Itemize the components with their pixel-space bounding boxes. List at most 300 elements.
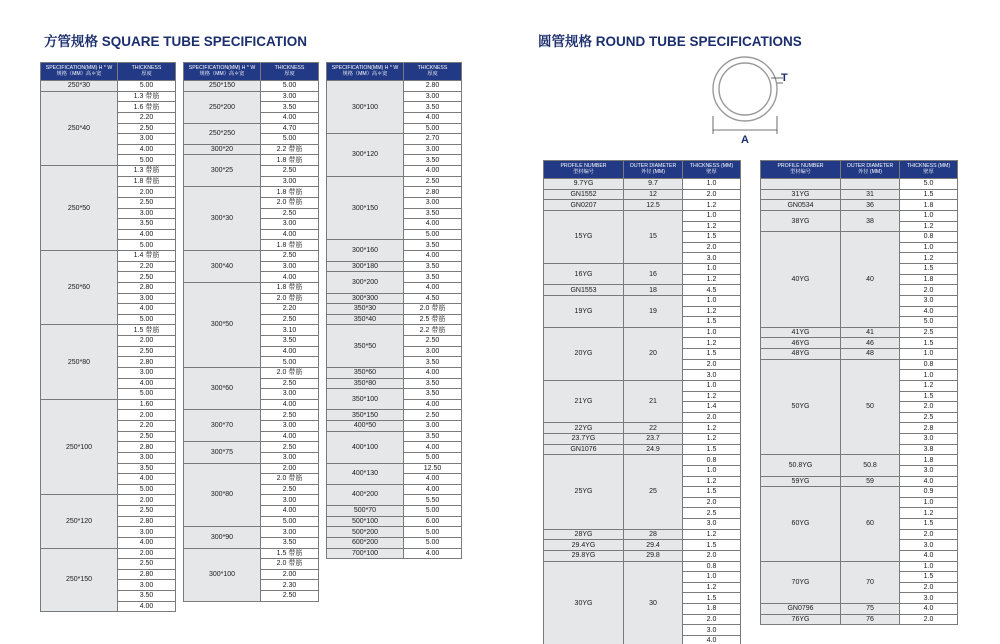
spec-cell: 300*180 [327,261,404,272]
table-row [41,91,176,102]
profile-header [761,161,841,179]
thickness-cell: 0.8 [683,455,741,466]
square-spec-table [326,62,462,559]
thickness-cell: 1.5 [683,444,741,455]
thickness-cell: 3.0 [683,253,741,264]
thickness-cell: 1.2 [683,200,741,211]
table-row [327,314,462,325]
outer-diameter-cell: 41 [841,327,900,338]
thickness-header-en: THICKNESS (MM) [906,162,951,169]
thickness-cell: 2.80 [404,81,462,92]
thickness-cell: 2.00 [118,187,176,198]
thickness-cell: 3.0 [683,519,741,530]
table-row [184,144,319,155]
thickness-cell: 3.00 [261,176,319,187]
spec-cell: 300*50 [184,282,261,367]
table-row [544,550,741,561]
spec-cell: 600*200 [327,537,404,548]
thickness-cell: 2.50 [118,431,176,442]
thickness-cell: 2.0 [900,582,958,593]
thickness-cell: 4.00 [118,144,176,155]
thickness-cell: 3.00 [261,495,319,506]
thickness-cell: 5.00 [404,229,462,240]
thickness-cell: 5.00 [118,314,176,325]
table-row [761,476,958,487]
spec-header-cn: 规格（MM）高＊宽 [56,70,102,77]
profile-cell: 31YG [761,189,841,200]
thickness-cell: 1.5 带筋 [261,548,319,559]
thickness-cell: 4.00 [404,367,462,378]
thickness-cell: 3.00 [118,527,176,538]
thickness-cell: 3.50 [404,378,462,389]
thickness-cell: 5.00 [261,516,319,527]
spec-cell: 300*160 [327,240,404,261]
profile-cell: GN0534 [761,200,841,211]
thickness-cell: 2.50 [261,208,319,219]
thickness-cell: 1.2 [683,529,741,540]
thickness-cell: 4.00 [261,229,319,240]
outer-diameter-cell: 15 [624,210,683,263]
thickness-header-cn: 厚度 [427,70,438,77]
spec-header-en: SPECIFICATION(MM) H * W [188,64,256,71]
thickness-cell: 3.00 [404,197,462,208]
thickness-cell: 1.5 [900,519,958,530]
thickness-cell: 5.00 [404,527,462,538]
spec-cell: 350*150 [327,410,404,421]
thickness-cell: 4.0 [683,635,741,644]
thickness-cell: 1.0 [683,465,741,476]
profile-cell: 29.4YG [544,540,624,551]
spec-cell: 350*80 [327,378,404,389]
profile-header-cn: 型材编号 [790,168,811,175]
thickness-cell: 1.3 带筋 [118,166,176,177]
thickness-cell: 1.2 [683,274,741,285]
spec-cell: 350*30 [327,304,404,315]
table-row [544,423,741,434]
table-row [184,81,319,92]
thickness-cell: 3.00 [118,367,176,378]
thickness-cell: 1.5 [900,189,958,200]
profile-cell: 40YG [761,232,841,328]
thickness-cell: 2.00 [118,336,176,347]
profile-cell: 9.7YG [544,179,624,190]
thickness-cell: 3.00 [261,421,319,432]
thickness-cell: 2.00 [118,548,176,559]
thickness-cell: 1.0 [683,295,741,306]
thickness-cell: 3.00 [261,527,319,538]
thickness-cell: 4.00 [404,442,462,453]
thickness-header-en: THICKNESS (MM) [689,162,734,169]
thickness-cell: 1.2 [683,582,741,593]
thickness-cell: 5.0 [900,317,958,328]
table-row [184,155,319,166]
thickness-cell: 1.2 [900,253,958,264]
round-tube-diagram [705,54,805,149]
thickness-cell: 2.0 [900,529,958,540]
table-row [184,123,319,134]
thickness-cell: 4.00 [404,251,462,262]
table-row [327,410,462,421]
table-row [544,455,741,466]
table-row [761,561,958,572]
outer-diameter-cell: 40 [841,232,900,328]
outer-diameter-cell: 12.5 [624,200,683,211]
thickness-cell: 4.0 [900,550,958,561]
thickness-cell: 2.50 [118,506,176,517]
table-row [327,506,462,517]
thickness-cell: 1.2 [900,221,958,232]
thickness-cell: 1.4 [683,402,741,413]
thickness-cell: 2.00 [118,495,176,506]
thickness-cell: 2.50 [118,272,176,283]
thickness-cell: 1.8 [900,200,958,211]
table-row [41,548,176,559]
thickness-cell: 2.20 [118,112,176,123]
thickness-header [683,161,741,179]
spec-cell: 400*130 [327,463,404,484]
spec-cell: 350*40 [327,314,404,325]
spec-cell: 300*70 [184,410,261,442]
thickness-cell: 0.8 [900,359,958,370]
table-row [327,240,462,251]
spec-cell: 250*100 [41,399,118,495]
outer-diameter-cell: 36 [841,200,900,211]
thickness-cell: 3.8 [900,444,958,455]
table-header-row [327,63,462,81]
thickness-cell: 1.3 带筋 [118,91,176,102]
profile-cell: 16YG [544,264,624,285]
outer-diameter-cell: 18 [624,285,683,296]
thickness-cell: 3.50 [404,208,462,219]
thickness-cell: 2.0 [900,614,958,625]
table-row [327,484,462,495]
thickness-cell: 5.0 [900,179,958,190]
thickness-cell: 2.0 [683,242,741,253]
profile-cell: GN1553 [544,285,624,296]
table-row [761,200,958,211]
table-row [761,487,958,498]
table-row [41,166,176,177]
thickness-cell: 3.50 [404,357,462,368]
thickness-cell: 2.50 [118,559,176,570]
spec-cell: 250*200 [184,91,261,123]
spec-cell: 500*200 [327,527,404,538]
outer-diameter-header-en: OUTER DIAMETER [846,162,894,169]
table-row [761,327,958,338]
table-row [761,189,958,200]
spec-cell: 250*250 [184,123,261,144]
thickness-cell: 3.0 [683,370,741,381]
thickness-cell: 2.50 [261,166,319,177]
table-row [327,463,462,474]
outer-diameter-cell: 12 [624,189,683,200]
thickness-cell: 3.00 [261,452,319,463]
thickness-cell: 1.5 [683,232,741,243]
table-row [327,293,462,304]
thickness-cell: 2.50 [261,442,319,453]
spec-cell: 250*120 [41,495,118,548]
spec-cell: 300*75 [184,442,261,463]
thickness-cell: 1.5 带筋 [118,325,176,336]
thickness-cell: 3.00 [261,261,319,272]
profile-header-en: PROFILE NUMBER [777,162,824,169]
spec-header-en: SPECIFICATION(MM) H * W [331,64,399,71]
thickness-cell: 2.50 [118,197,176,208]
table-row [184,187,319,198]
spec-header-en: SPECIFICATION(MM) H * W [45,64,113,71]
square-spec-table [183,62,319,602]
thickness-cell: 5.00 [404,123,462,134]
table-row [544,327,741,338]
spec-cell: 700*100 [327,548,404,559]
outer-diameter-cell: 29.4 [624,540,683,551]
thickness-cell: 4.00 [261,346,319,357]
profile-header-cn: 型材编号 [573,168,594,175]
thickness-cell: 3.50 [404,431,462,442]
table-row [41,81,176,92]
thickness-cell: 3.10 [261,325,319,336]
thickness-cell: 1.5 [900,391,958,402]
profile-cell: 59YG [761,476,841,487]
table-row [544,210,741,221]
outer-diameter-cell: 38 [841,210,900,231]
table-row [327,134,462,145]
thickness-cell: 1.0 [683,327,741,338]
table-row [544,561,741,572]
thickness-cell: 3.0 [900,540,958,551]
thickness-cell: 1.0 [683,264,741,275]
thickness-cell: 1.2 [683,221,741,232]
profile-cell: 50YG [761,359,841,455]
table-row [327,367,462,378]
spec-cell: 350*60 [327,367,404,378]
thickness-cell: 2.0 [900,285,958,296]
table-row [327,537,462,548]
thickness-cell: 1.8 带筋 [261,240,319,251]
table-row [327,421,462,432]
thickness-cell: 4.0 [900,306,958,317]
thickness-cell: 2.50 [404,410,462,421]
table-row [327,431,462,442]
table-row [41,325,176,336]
thickness-cell: 2.50 [261,251,319,262]
table-row [327,378,462,389]
spec-header [41,63,118,81]
thickness-cell: 4.00 [404,219,462,230]
outer-diameter-cell: 48 [841,349,900,360]
thickness-cell: 3.0 [900,434,958,445]
outer-diameter-cell: 25 [624,455,683,529]
table-row [327,81,462,92]
spec-header-cn: 规格（MM）高＊宽 [342,70,388,77]
thickness-cell: 2.0 [683,497,741,508]
table-row [761,179,958,190]
thickness-cell: 1.0 [683,572,741,583]
thickness-cell: 3.50 [118,463,176,474]
profile-cell: 70YG [761,561,841,604]
thickness-cell: 3.00 [404,421,462,432]
table-row [761,210,958,221]
spec-cell: 250*80 [41,325,118,399]
thickness-cell: 6.00 [404,516,462,527]
thickness-header-en: THICKNESS [274,64,305,71]
thickness-cell: 2.50 [261,314,319,325]
spec-cell: 300*80 [184,463,261,527]
outer-diameter-cell: 29.8 [624,550,683,561]
profile-cell: 19YG [544,295,624,327]
thickness-cell: 3.50 [404,389,462,400]
thickness-cell: 1.5 [683,317,741,328]
thickness-cell: 2.0 带筋 [404,304,462,315]
thickness-cell: 3.00 [404,91,462,102]
outer-diameter-header-cn: 外径 (MM) [641,168,665,175]
table-row [327,516,462,527]
thickness-cell: 4.5 [683,285,741,296]
thickness-cell: 3.50 [404,155,462,166]
thickness-cell: 2.80 [118,516,176,527]
thickness-cell: 2.50 [261,410,319,421]
table-row [544,434,741,445]
round-spec-table [543,160,741,644]
profile-cell: 38YG [761,210,841,231]
table-row [327,304,462,315]
table-row [544,285,741,296]
outer-diameter-cell: 50 [841,359,900,455]
thickness-cell: 2.0 [683,550,741,561]
spec-cell: 250*40 [41,91,118,165]
table-header-row [544,161,741,179]
thickness-cell: 3.50 [404,240,462,251]
profile-cell: 29.8YG [544,550,624,561]
thickness-cell: 3.00 [261,91,319,102]
square-section-title: 方管规格 SQUARE TUBE SPECIFICATION [44,34,308,49]
profile-cell: 50.8YG [761,455,841,476]
thickness-cell: 4.00 [261,272,319,283]
spec-cell: 500*100 [327,516,404,527]
profile-cell: 21YG [544,380,624,423]
outer-diameter-cell: 76 [841,614,900,625]
table-row [184,442,319,453]
spec-header [327,63,404,81]
thickness-cell: 1.0 [900,242,958,253]
table-row [327,272,462,283]
thickness-cell: 2.0 [683,412,741,423]
thickness-cell: 5.00 [118,240,176,251]
outer-diameter-cell: 31 [841,189,900,200]
table-row [327,527,462,538]
thickness-cell: 3.0 [900,593,958,604]
table-header-row [184,63,319,81]
outer-diameter-cell: 16 [624,264,683,285]
thickness-cell: 3.50 [118,591,176,602]
thickness-cell: 2.0 [683,359,741,370]
thickness-cell: 2.30 [261,580,319,591]
thickness-cell: 0.8 [900,232,958,243]
outer-diameter-cell: 24.9 [624,444,683,455]
thickness-cell: 1.8 带筋 [261,155,319,166]
thickness-cell: 1.8 带筋 [261,187,319,198]
thickness-cell: 1.5 [900,338,958,349]
thickness-cell: 5.50 [404,495,462,506]
thickness-cell: 3.00 [261,389,319,400]
table-row [761,359,958,370]
profile-header-en: PROFILE NUMBER [560,162,607,169]
table-row [544,264,741,275]
thickness-cell: 2.50 [261,484,319,495]
thickness-cell: 4.70 [261,123,319,134]
thickness-cell: 1.0 [683,380,741,391]
thickness-cell: 2.2 带筋 [261,144,319,155]
thickness-cell: 2.0 [900,402,958,413]
thickness-cell: 4.00 [404,399,462,410]
spec-cell: 300*100 [327,81,404,134]
table-row [761,614,958,625]
thickness-cell: 2.50 [261,591,319,602]
thickness-cell: 2.00 [261,569,319,580]
table-row [761,338,958,349]
outer-diameter-cell: 20 [624,327,683,380]
thickness-cell: 2.0 带筋 [261,474,319,485]
thickness-cell: 2.80 [404,187,462,198]
thickness-cell: 1.5 [683,349,741,360]
thickness-cell: 4.0 [900,604,958,615]
table-row [41,399,176,410]
thickness-cell: 5.00 [118,484,176,495]
spec-cell: 350*100 [327,389,404,410]
thickness-cell: 2.8 [900,423,958,434]
round-spec-table [760,160,958,625]
thickness-cell: 2.80 [118,282,176,293]
table-row [544,189,741,200]
outer-diameter-cell: 30 [624,561,683,644]
thickness-cell: 2.0 [683,614,741,625]
thickness-cell: 2.80 [118,357,176,368]
thickness-cell: 1.8 带筋 [118,176,176,187]
thickness-cell: 2.50 [118,123,176,134]
round-section-title: 圆管规格 ROUND TUBE SPECIFICATIONS [538,34,802,49]
thickness-cell: 1.8 [900,455,958,466]
profile-cell: 22YG [544,423,624,434]
profile-cell: GN0796 [761,604,841,615]
thickness-cell: 1.6 带筋 [118,102,176,113]
thickness-cell: 1.2 [683,434,741,445]
thickness-cell: 2.20 [118,261,176,272]
table-row [544,380,741,391]
thickness-header [118,63,176,81]
table-row [184,91,319,102]
spec-cell: 400*50 [327,421,404,432]
thickness-cell: 3.00 [118,580,176,591]
spec-cell: 250*150 [41,548,118,612]
thickness-cell: 1.4 带筋 [118,251,176,262]
thickness-cell: 3.0 [900,465,958,476]
outer-diameter-header [841,161,900,179]
thickness-cell: 2.50 [404,336,462,347]
table-row [544,444,741,455]
outer-diameter-cell: 59 [841,476,900,487]
thickness-cell: 1.2 [683,476,741,487]
profile-cell: 30YG [544,561,624,644]
thickness-header-en: THICKNESS [131,64,162,71]
thickness-cell: 2.5 [900,412,958,423]
thickness-cell: 4.50 [404,293,462,304]
thickness-cell: 1.0 [900,497,958,508]
profile-cell [761,179,841,190]
spec-cell: 400*100 [327,431,404,463]
thickness-header-cn: 厚度 [284,70,295,77]
thickness-cell: 2.2 带筋 [404,325,462,336]
thickness-cell: 1.2 [683,338,741,349]
